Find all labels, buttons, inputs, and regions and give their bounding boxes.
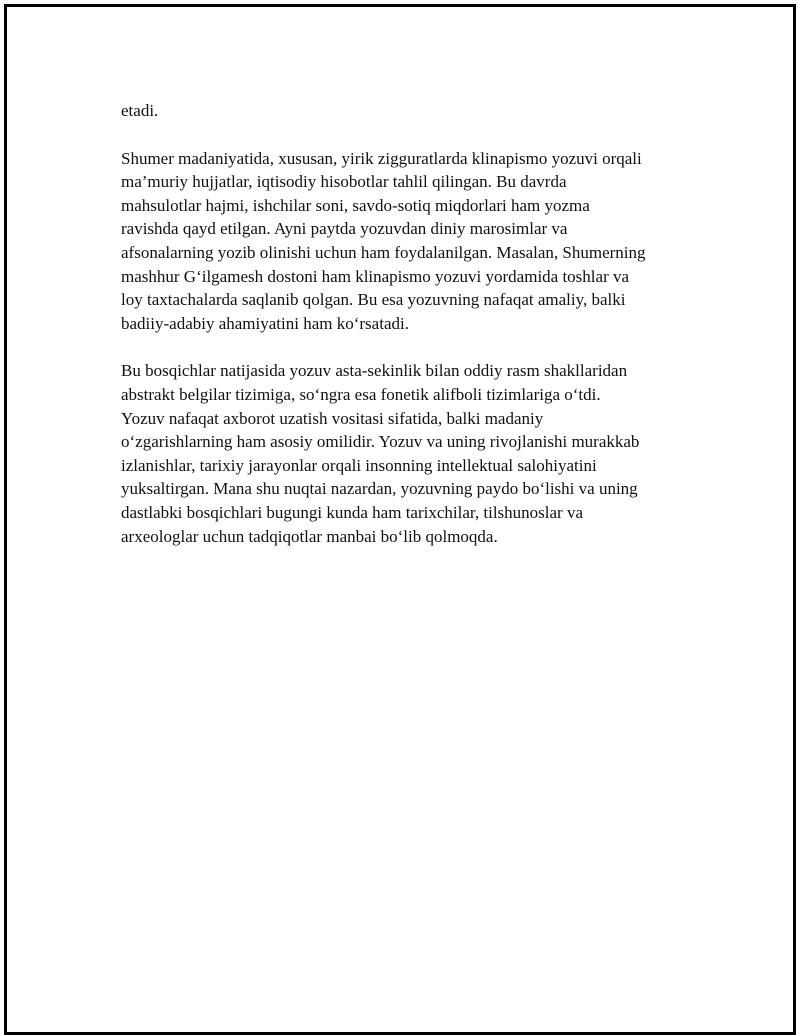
text-line: ma’muriy hujjatlar, iqtisodiy hisobotlar tahlil qilingan. Bu davrda	[121, 172, 567, 192]
text-line: Bu bosqichlar natijasida yozuv asta-sekinlik bilan oddiy rasm shakllaridan	[121, 361, 628, 381]
text-line: badiiy-adabiy ahamiyatini ham ko‘rsatadi.	[121, 313, 409, 333]
text-line: arxeologlar uchun tadqiqotlar manbai bo‘lib qolmoqda.	[121, 526, 498, 546]
text-line: dastlabki bosqichlari bugungi kunda ham tarixchilar, tilshunoslar va	[121, 502, 583, 522]
text-line: ravishda qayd etilgan. Ayni paytda yozuvdan diniy marosimlar va	[121, 219, 568, 239]
text-line: yuksaltirgan. Mana shu nuqtai nazardan, yozuvning paydo bo‘lishi va uning	[121, 479, 638, 499]
document-page	[4, 4, 796, 1035]
text-line: abstrakt belgilar tizimiga, so‘ngra esa fonetik alifboli tizimlariga o‘tdi.	[121, 384, 601, 404]
text-line: afsonalarning yozib olinishi uchun ham foydalanilgan. Masalan, Shumerning	[121, 242, 646, 262]
paragraph-3	[121, 359, 701, 548]
text-line: Shumer madaniyatida, xususan, yirik zigguratlarda klinapismo yozuvi orqali	[121, 148, 642, 168]
text-line: etadi.	[121, 101, 159, 120]
text-line: loy taxtachalarda saqlanib qolgan. Bu esa yozuvning nafaqat amaliy, balki	[121, 290, 626, 310]
paragraph-2	[121, 147, 701, 336]
text-line: mashhur G‘ilgamesh dostoni ham klinapismo yozuvi yordamida toshlar va	[121, 266, 630, 286]
paragraph-1	[121, 99, 701, 123]
text-line: o‘zgarishlarning ham asosiy omilidir. Yozuv va uning rivojlanishi murakkab	[121, 432, 640, 452]
text-line: izlanishlar, tarixiy jarayonlar orqali insonning intellektual salohiyatini	[121, 455, 597, 475]
text-line: mahsulotlar hajmi, ishchilar soni, savdo-sotiq miqdorlari ham yozma	[121, 195, 590, 215]
document-body	[121, 99, 701, 572]
text-line: Yozuv nafaqat axborot uzatish vositasi sifatida, balki madaniy	[121, 408, 544, 428]
